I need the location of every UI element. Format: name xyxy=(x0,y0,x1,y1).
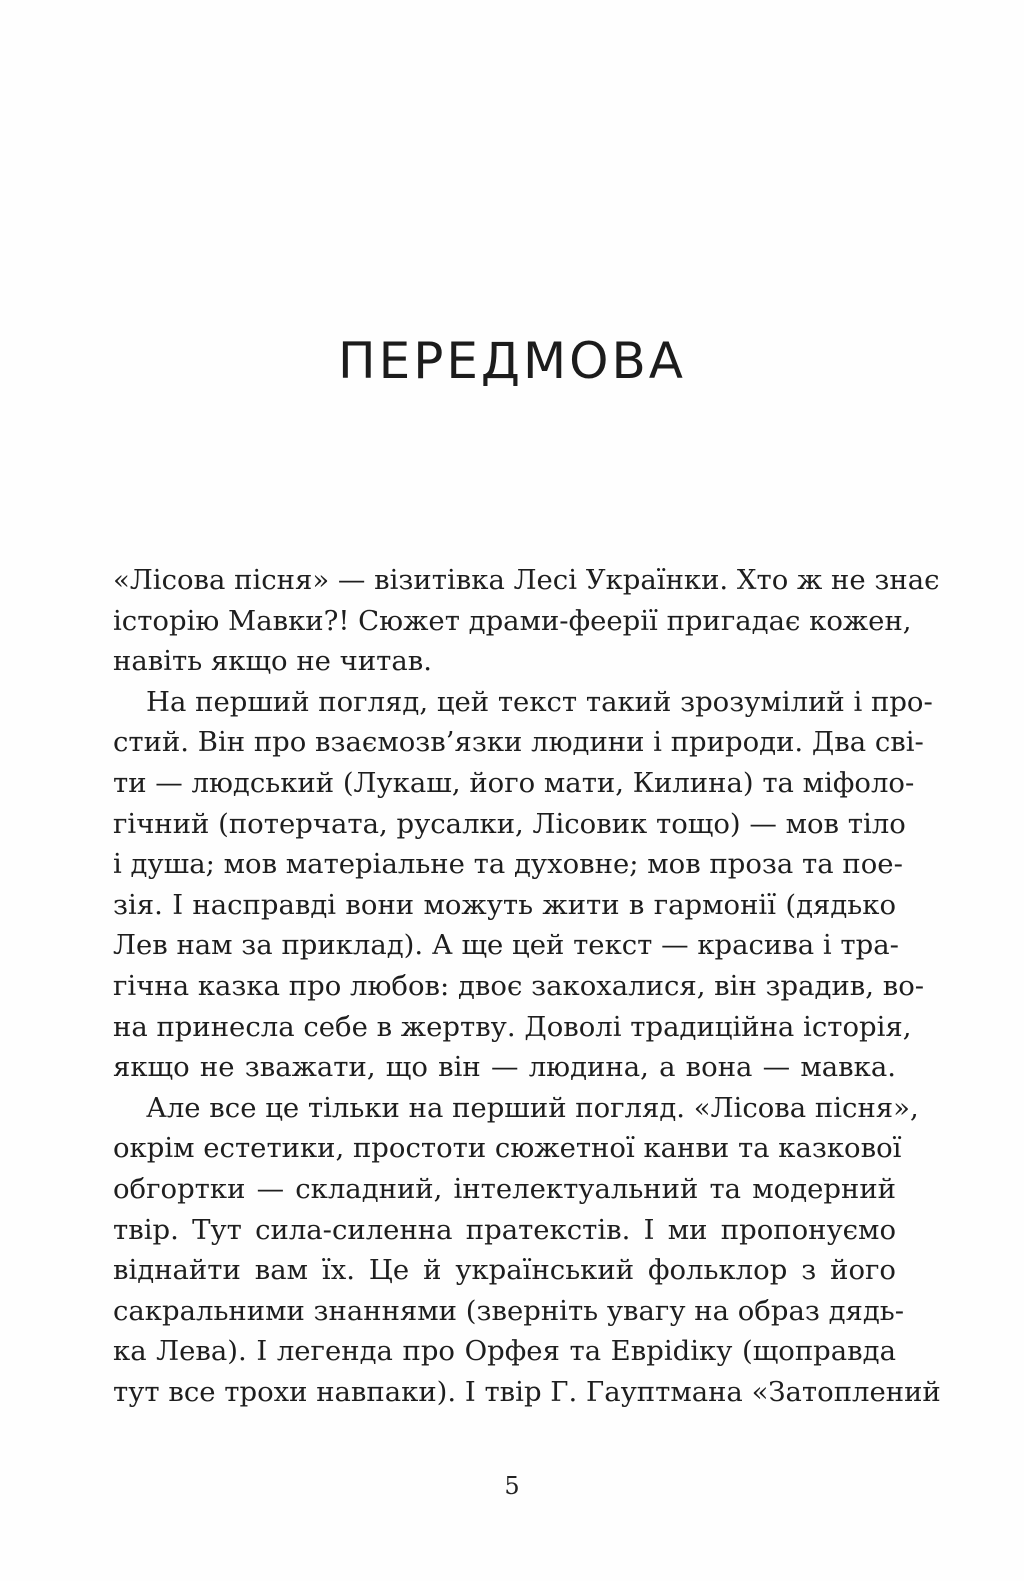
text-line: гічна казка про любов: двоє закохалися, він зрадив, во- xyxy=(113,969,925,1002)
text-line: «Лісова пісня» — візитівка Лесі Українки. Хто ж не знає xyxy=(113,564,940,596)
text-line: окрім естетики, простоти сюжетної канви та казкової xyxy=(113,1132,902,1165)
text-line: тут все трохи навпаки). І твір Г. Гауптмана «Затоплений xyxy=(113,1375,941,1408)
paragraph-1 xyxy=(113,560,940,682)
text-line: зія. І насправді вони можуть жити в гармонії (дядько xyxy=(113,888,896,921)
page-title: ПЕРЕДМОВА xyxy=(338,332,686,390)
text-line: сакральними знаннями (зверніть увагу на образ дядь- xyxy=(113,1294,905,1327)
text-line: Лев нам за приклад). А ще цей текст — красива і тра- xyxy=(113,929,899,962)
paragraph-3 xyxy=(113,1088,941,1413)
text-line: обгортки — складний, інтелектуальний та модерний xyxy=(113,1172,896,1205)
text-line: стий. Він про взаємозв’язки людини і природи. Два сві- xyxy=(113,726,924,759)
page-number: 5 xyxy=(504,1472,520,1500)
text-line: віднайти вам їх. Це й український фольклор з його xyxy=(113,1254,896,1287)
text-line: Але все це тільки на перший погляд. «Лісова пісня», xyxy=(146,1091,919,1124)
text-line: ка Лева). І легенда про Орфея та Евріdіку (щоправда xyxy=(113,1335,896,1368)
text-line: історію Мавки?! Сюжет драми-феерії пригадає кожен, xyxy=(113,604,912,637)
text-line: навіть якщо не читав. xyxy=(113,645,433,678)
text-line: твір. Тут сила-силенна пратекстів. І ми пропонуємо xyxy=(113,1213,896,1246)
body-text xyxy=(113,560,941,1412)
text-line: на принесла себе в жертву. Доволі традиційна історія, xyxy=(113,1010,912,1043)
text-line: ти — людський (Лукаш, його мати, Килина) та міфоло- xyxy=(113,766,915,799)
text-line: На перший погляд, цей текст такий зрозумілий і про- xyxy=(146,685,933,718)
paragraph-2 xyxy=(113,682,933,1088)
text-line: гічний (потерчата, русалки, Лісовик тощо) — мов тіло xyxy=(113,807,906,840)
text-line: і душа; мов матеріальне та духовне; мов проза та пое- xyxy=(113,848,903,881)
text-line: якщо не зважати, що він — людина, а вона — мавка. xyxy=(113,1051,896,1084)
